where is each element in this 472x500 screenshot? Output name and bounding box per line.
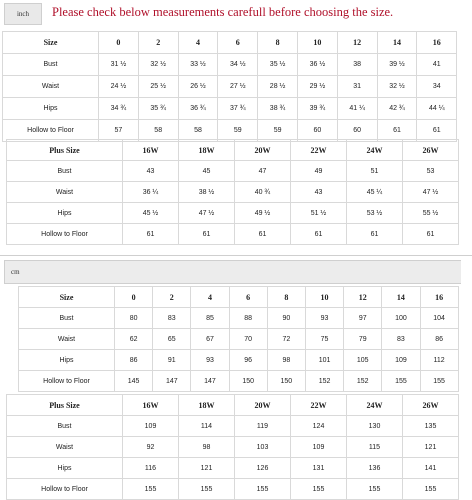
table-cell: 155 [123,479,179,500]
size-header: Size [19,287,115,308]
size-column: 20W [235,395,291,416]
table-cell: 103 [235,437,291,458]
table-cell: 80 [115,308,153,329]
size-column: 24W [347,395,403,416]
size-column: 16W [123,140,179,161]
table-row [7,182,459,203]
section-divider [0,255,472,256]
table-cell: 59 [258,120,298,142]
size-column: 22W [291,140,347,161]
table-cell: 34 [417,76,457,98]
row-label: Hollow to Floor [19,371,115,392]
table-cell: 83 [382,329,420,350]
table-cell: 61 [179,224,235,245]
cm-standard-size-table [18,286,459,392]
table-cell: 152 [344,371,382,392]
size-column: 10 [297,32,337,54]
size-column: 0 [115,287,153,308]
table-cell: 147 [153,371,191,392]
table-cell: 131 [291,458,347,479]
size-column: 6 [218,32,258,54]
size-column: 4 [191,287,229,308]
table-cell: 39 ¾ [297,98,337,120]
table-cell: 155 [420,371,458,392]
table-cell: 114 [179,416,235,437]
table-cell: 119 [235,416,291,437]
row-label: Hips [19,350,115,371]
table-cell: 88 [229,308,267,329]
table-cell: 38 [337,54,377,76]
size-column: 12 [344,287,382,308]
table-cell: 43 [123,161,179,182]
size-column: 6 [229,287,267,308]
table-cell: 147 [191,371,229,392]
table-header-row [7,140,459,161]
table-row [7,203,459,224]
table-cell: 24 ½ [99,76,139,98]
size-column: 4 [178,32,218,54]
table-row [3,54,457,76]
table-cell: 121 [403,437,459,458]
table-row [19,329,459,350]
row-label: Hollow to Floor [3,120,99,142]
table-cell: 96 [229,350,267,371]
table-cell: 141 [403,458,459,479]
table-row [7,479,459,500]
table-cell: 47 [235,161,291,182]
table-row [7,437,459,458]
size-column: 2 [153,287,191,308]
cm-unit-label: cm [4,260,461,284]
table-cell: 121 [179,458,235,479]
table-cell: 33 ½ [178,54,218,76]
table-cell: 98 [179,437,235,458]
table-cell: 109 [123,416,179,437]
plus-size-header: Plus Size [7,395,123,416]
table-cell: 38 ¾ [258,98,298,120]
row-label: Hips [7,203,123,224]
inch-standard-size-table [2,31,457,142]
table-cell: 93 [305,308,343,329]
table-cell: 61 [235,224,291,245]
table-row [7,161,459,182]
table-cell: 35 ½ [258,54,298,76]
table-cell: 65 [153,329,191,350]
size-column: 18W [179,395,235,416]
table-header-row [7,395,459,416]
table-cell: 60 [337,120,377,142]
table-cell: 155 [403,479,459,500]
row-label: Hollow to Floor [7,224,123,245]
table-row [19,308,459,329]
size-column: 14 [377,32,417,54]
size-header: Size [3,32,99,54]
row-label: Bust [7,416,123,437]
table-cell: 115 [347,437,403,458]
table-cell: 61 [291,224,347,245]
table-cell: 61 [377,120,417,142]
inch-unit-label: inch [4,3,42,25]
size-column: 20W [235,140,291,161]
table-cell: 61 [347,224,403,245]
table-header-row [3,32,457,54]
table-cell: 41 [417,54,457,76]
row-label: Bust [3,54,99,76]
size-column: 2 [138,32,178,54]
table-cell: 51 ½ [291,203,347,224]
inch-plus-size-table [6,139,459,245]
table-cell: 49 [291,161,347,182]
table-cell: 45 ½ [123,203,179,224]
table-cell: 86 [115,350,153,371]
table-cell: 130 [347,416,403,437]
table-cell: 62 [115,329,153,350]
size-column: 16W [123,395,179,416]
table-cell: 93 [191,350,229,371]
table-cell: 31 [337,76,377,98]
table-cell: 36 ½ [297,54,337,76]
table-row [19,350,459,371]
table-cell: 28 ½ [258,76,298,98]
row-label: Waist [7,437,123,458]
size-column: 0 [99,32,139,54]
size-column: 10 [305,287,343,308]
table-cell: 43 [291,182,347,203]
table-row [3,98,457,120]
size-column: 14 [382,287,420,308]
table-row [7,416,459,437]
table-cell: 36 ¼ [123,182,179,203]
table-cell: 136 [347,458,403,479]
table-cell: 51 [347,161,403,182]
table-cell: 155 [179,479,235,500]
table-cell: 101 [305,350,343,371]
table-cell: 34 ¾ [99,98,139,120]
table-cell: 60 [297,120,337,142]
table-cell: 135 [403,416,459,437]
row-label: Waist [3,76,99,98]
row-label: Bust [19,308,115,329]
table-cell: 150 [267,371,305,392]
table-cell: 72 [267,329,305,350]
row-label: Bust [7,161,123,182]
measurement-notice: Please check below measurements carefull before choosing the size. [52,5,394,19]
table-cell: 109 [382,350,420,371]
size-column: 22W [291,395,347,416]
table-cell: 98 [267,350,305,371]
row-label: Hips [3,98,99,120]
table-cell: 42 ¾ [377,98,417,120]
table-cell: 90 [267,308,305,329]
table-cell: 26 ½ [178,76,218,98]
table-cell: 86 [420,329,458,350]
table-cell: 58 [178,120,218,142]
table-cell: 79 [344,329,382,350]
table-cell: 53 [403,161,459,182]
table-cell: 100 [382,308,420,329]
table-cell: 152 [305,371,343,392]
size-column: 8 [258,32,298,54]
table-cell: 37 ¾ [218,98,258,120]
table-cell: 124 [291,416,347,437]
table-cell: 126 [235,458,291,479]
table-cell: 70 [229,329,267,350]
table-cell: 155 [235,479,291,500]
size-column: 18W [179,140,235,161]
table-cell: 92 [123,437,179,458]
size-column: 16 [417,32,457,54]
table-cell: 27 ½ [218,76,258,98]
table-cell: 32 ½ [138,54,178,76]
table-row [7,224,459,245]
table-cell: 145 [115,371,153,392]
size-column: 12 [337,32,377,54]
table-row [3,76,457,98]
row-label: Waist [7,182,123,203]
table-cell: 45 [179,161,235,182]
table-cell: 112 [420,350,458,371]
table-cell: 97 [344,308,382,329]
table-cell: 25 ½ [138,76,178,98]
table-cell: 40 ¾ [235,182,291,203]
table-cell: 55 ½ [403,203,459,224]
cm-plus-size-table [6,394,459,500]
table-cell: 104 [420,308,458,329]
table-cell: 53 ½ [347,203,403,224]
table-row [19,371,459,392]
table-cell: 61 [417,120,457,142]
table-cell: 105 [344,350,382,371]
table-cell: 83 [153,308,191,329]
table-cell: 61 [403,224,459,245]
size-column: 8 [267,287,305,308]
table-cell: 61 [123,224,179,245]
row-label: Hollow to Floor [7,479,123,500]
size-column: 16 [420,287,458,308]
table-row [7,458,459,479]
table-cell: 41 ¼ [337,98,377,120]
table-cell: 47 ½ [179,203,235,224]
table-cell: 32 ½ [377,76,417,98]
table-cell: 116 [123,458,179,479]
table-cell: 75 [305,329,343,350]
table-cell: 45 ¼ [347,182,403,203]
table-cell: 67 [191,329,229,350]
table-cell: 91 [153,350,191,371]
table-cell: 59 [218,120,258,142]
table-cell: 36 ¾ [178,98,218,120]
row-label: Hips [7,458,123,479]
table-cell: 44 ¼ [417,98,457,120]
table-cell: 49 ½ [235,203,291,224]
row-label: Waist [19,329,115,350]
size-column: 26W [403,140,459,161]
table-cell: 35 ¾ [138,98,178,120]
table-cell: 58 [138,120,178,142]
plus-size-header: Plus Size [7,140,123,161]
table-cell: 150 [229,371,267,392]
table-cell: 109 [291,437,347,458]
table-cell: 29 ½ [297,76,337,98]
table-header-row [19,287,459,308]
table-cell: 39 ½ [377,54,417,76]
table-cell: 155 [291,479,347,500]
table-cell: 31 ½ [99,54,139,76]
table-cell: 47 ½ [403,182,459,203]
table-cell: 38 ½ [179,182,235,203]
table-cell: 85 [191,308,229,329]
table-cell: 155 [382,371,420,392]
size-column: 24W [347,140,403,161]
table-cell: 57 [99,120,139,142]
table-cell: 34 ½ [218,54,258,76]
size-column: 26W [403,395,459,416]
table-cell: 155 [347,479,403,500]
